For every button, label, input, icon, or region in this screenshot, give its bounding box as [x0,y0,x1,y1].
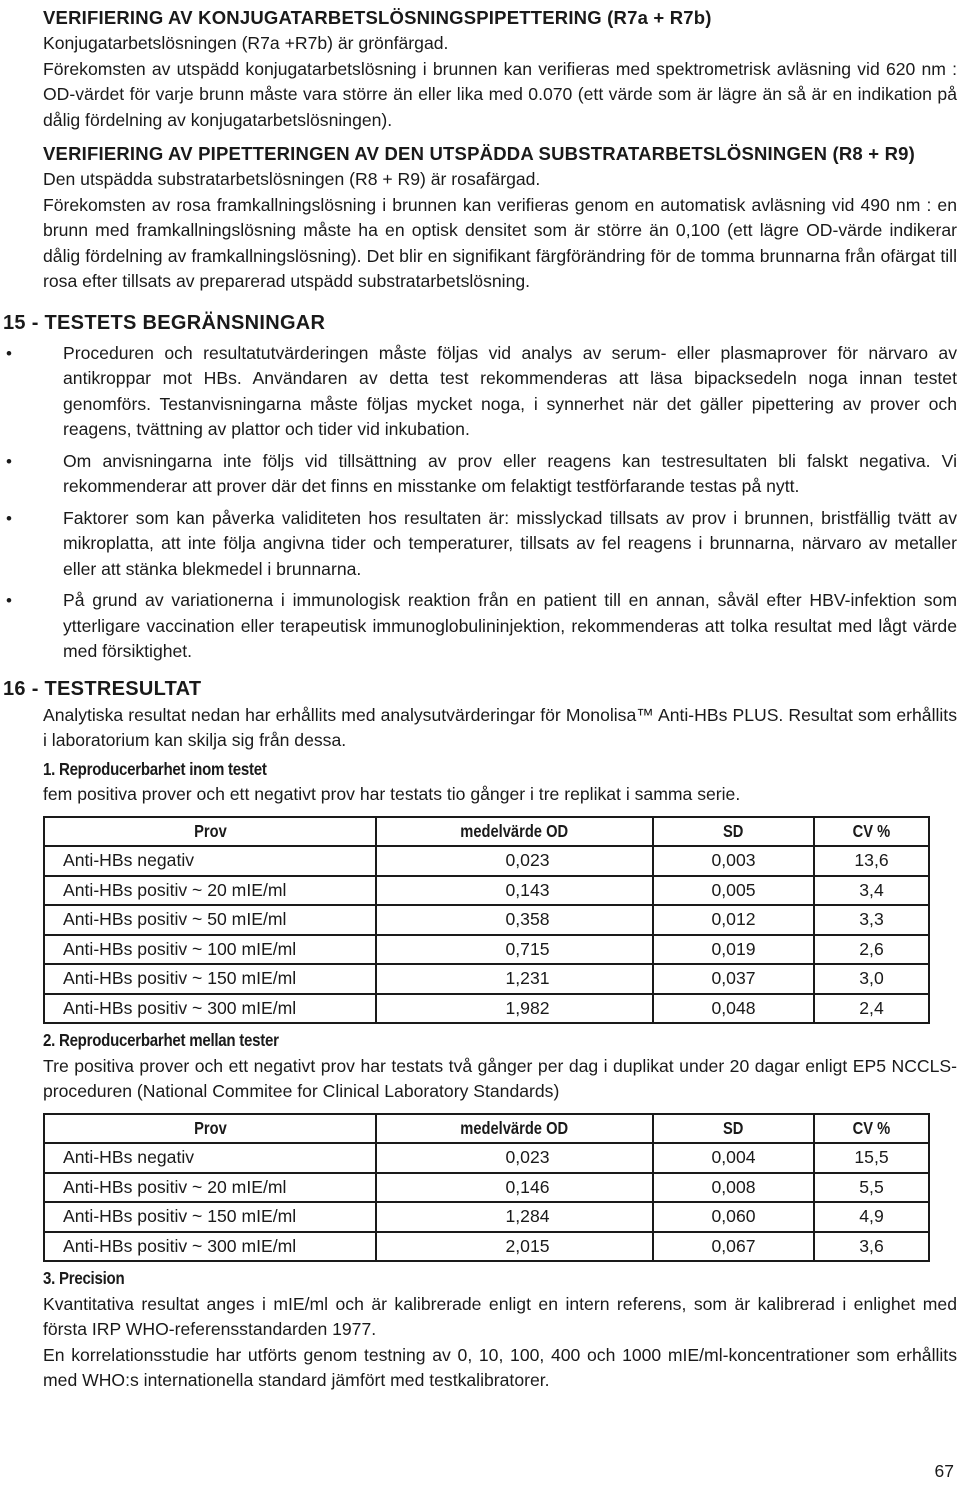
table-row [44,876,929,906]
section-heading: VERIFIERING AV PIPETTERINGEN AV DEN UTSPÄDDA SUBSTRATARBETSLÖSNINGEN (R8 + R9) [43,143,915,164]
list-item: • Faktorer som kan påverka validiteten hos resultaten är: misslyckad tillsats av prov i brunnen, bristfällig tvätt av mikroplatta, att inte följa angivna tider och temperaturer, tillsats av fel reagens i brunnarna, närvaro av metaller eller att stänka blekmedel i brunnarna. [63,506,957,583]
column-header: medelvärde OD [376,817,653,847]
table-cell: 3,3 [814,905,929,935]
column-header: SD [653,817,814,847]
section-substrate-verification [0,140,960,295]
table-cell: 0,004 [653,1143,814,1173]
paragraph: fem positiva prover och ett negativt prov har testats tio gånger i tre replikat i samma serie. [43,784,741,804]
table-cell: 2,4 [814,994,929,1024]
table-cell: 13,6 [814,846,929,876]
table-cell: Anti-HBs positiv ~ 300 mIE/ml [44,1232,376,1262]
subsection-heading: 1. Reproducerbarhet inom testet [43,758,267,779]
table-cell: Anti-HBs positiv ~ 150 mIE/ml [44,1202,376,1232]
table-row [44,846,929,876]
page-number: 67 [934,1461,954,1481]
column-header: CV % [814,817,929,847]
table-cell: 15,5 [814,1143,929,1173]
bullet-list [0,341,960,665]
paragraph: Analytiska resultat nedan har erhållits med analysutvärderingar för Monolisa™ Anti-HBs PLUS. Resultat som erhållits i laboratorium kan skilja sig från dessa. [43,704,957,750]
table-cell: 0,008 [653,1173,814,1203]
table-cell: Anti-HBs positiv ~ 100 mIE/ml [44,935,376,965]
column-header: medelvärde OD [376,1114,653,1144]
table-cell: Anti-HBs negativ [44,846,376,876]
table-cell: 1,982 [376,994,653,1024]
list-item: • Om anvisningarna inte följs vid tillsättning av prov eller reagens kan testresultaten bli falskt negativa. Vi rekommenderar att prover där det finns en misstanke om felaktigt testförfarande testas på nytt. [63,449,957,500]
subsection-heading: 3. Precision [43,1268,125,1288]
paragraph: Konjugatarbetslösningen (R7a +R7b) är grönfärgad. [43,33,449,53]
column-header: SD [653,1114,814,1144]
table-cell: 1,231 [376,964,653,994]
table-cell: 3,6 [814,1232,929,1262]
table-cell: 5,5 [814,1173,929,1203]
table-cell: 0,358 [376,905,653,935]
table-cell: 3,4 [814,876,929,906]
table-cell: 0,003 [653,846,814,876]
table-cell: 0,143 [376,876,653,906]
table-row [44,1232,929,1262]
table-cell: 0,037 [653,964,814,994]
list-item: • Proceduren och resultatutvärderingen måste följas vid analys av serum- eller plasmaprover för närvaro av antikroppar mot HBs. Användaren av detta test rekommenderas att läsa bipacksedeln noga innan testet genomförs. Testanvisningarna måste följas mycket noga, i synnerhet när det gäller pipettering av prover och reagens, tvättning av plattor och tider vid inkubation. [63,341,957,443]
paragraph: Kvantitativa resultat anges i mIE/ml och är kalibrerade enligt en intern referens, som är kalibrerad i enlighet med första IRP WHO-referensstandarden 1977. [43,1293,957,1339]
section-conjugate-verification [0,0,960,133]
section-15 [0,309,960,665]
table-cell: Anti-HBs positiv ~ 150 mIE/ml [44,964,376,994]
paragraph: En korrelationsstudie har utförts genom testning av 0, 10, 100, 400 och 1000 mIE/ml-koncentrationer som erhållits med WHO:s internationella standard jämfört med testkalibratorer. [43,1344,957,1390]
results-table-inter-assay [43,1113,930,1263]
table-cell: 0,060 [653,1202,814,1232]
paragraph: Tre positiva prover och ett negativt prov har testats två gånger per dag i duplikat under 20 dagar enligt EP5 NCCLS-proceduren (National Commitee for Clinical Laboratory Standards) [43,1055,957,1101]
section-title: 16 - TESTRESULTAT [3,677,202,700]
table-cell: 0,146 [376,1173,653,1203]
table-cell: 0,715 [376,935,653,965]
results-table-intra-assay [43,816,930,1025]
table-cell: 0,067 [653,1232,814,1262]
table-row [44,964,929,994]
table-row [44,1202,929,1232]
table-cell: Anti-HBs positiv ~ 50 mIE/ml [44,905,376,935]
table-cell: 3,0 [814,964,929,994]
paragraph: Förekomsten av utspädd konjugatarbetslösning i brunnen kan verifieras med spektrometrisk avläsning vid 620 nm : OD-värdet för varje brunn måste vara större än eller lika med 0.070 (ett värde som är lägre än så är en indikation på dålig fördelning av konjugatarbetslösningen). [43,58,957,130]
table-cell: 0,005 [653,876,814,906]
table-cell: Anti-HBs positiv ~ 300 mIE/ml [44,994,376,1024]
paragraph: Den utspädda substratarbetslösningen (R8 + R9) är rosafärgad. [43,169,541,189]
table-cell: 0,023 [376,1143,653,1173]
table-row [44,905,929,935]
table-cell: 2,6 [814,935,929,965]
table-cell: Anti-HBs positiv ~ 20 mIE/ml [44,876,376,906]
table-cell: 0,019 [653,935,814,965]
subsection-heading: 2. Reproducerbarhet mellan tester [43,1030,279,1050]
table-cell: Anti-HBs negativ [44,1143,376,1173]
table-cell: 0,023 [376,846,653,876]
table-cell: Anti-HBs positiv ~ 20 mIE/ml [44,1173,376,1203]
column-header: Prov [44,1114,376,1144]
list-item: • På grund av variationerna i immunologisk reaktion från en patient till en annan, såväl efter HBV-infektion som ytterligare vaccination eller terapeutisk immunoglobulininjektion, rekommenderas att tolka resultat med lågt värde med försiktighet. [63,588,957,665]
table-row [44,935,929,965]
table-cell: 0,048 [653,994,814,1024]
table-row [44,1143,929,1173]
section-title: 15 - TESTETS BEGRÄNSNINGAR [3,311,326,334]
section-heading: VERIFIERING AV KONJUGATARBETSLÖSNINGSPIPETTERING (R7a + R7b) [43,7,712,28]
section-16 [0,675,960,1394]
column-header: CV % [814,1114,929,1144]
table-cell: 4,9 [814,1202,929,1232]
table-cell: 0,012 [653,905,814,935]
table-row [44,994,929,1024]
column-header: Prov [44,817,376,847]
table-cell: 1,284 [376,1202,653,1232]
table-cell: 2,015 [376,1232,653,1262]
paragraph: Förekomsten av rosa framkallningslösning i brunnen kan verifieras genom en automatisk avläsning vid 490 nm : en brunn med framkallningslösning måste ha en optisk densitet som är större än 0,100 (ett lägre OD-värde indikerar dålig fördelning av framkallningslösning). Det blir en signifikant färgförändring för de tomma brunnarna från ofärgat till rosa efter tillsats av preparerad utspädd substratarbetslösning. [43,194,957,291]
table-row [44,1173,929,1203]
